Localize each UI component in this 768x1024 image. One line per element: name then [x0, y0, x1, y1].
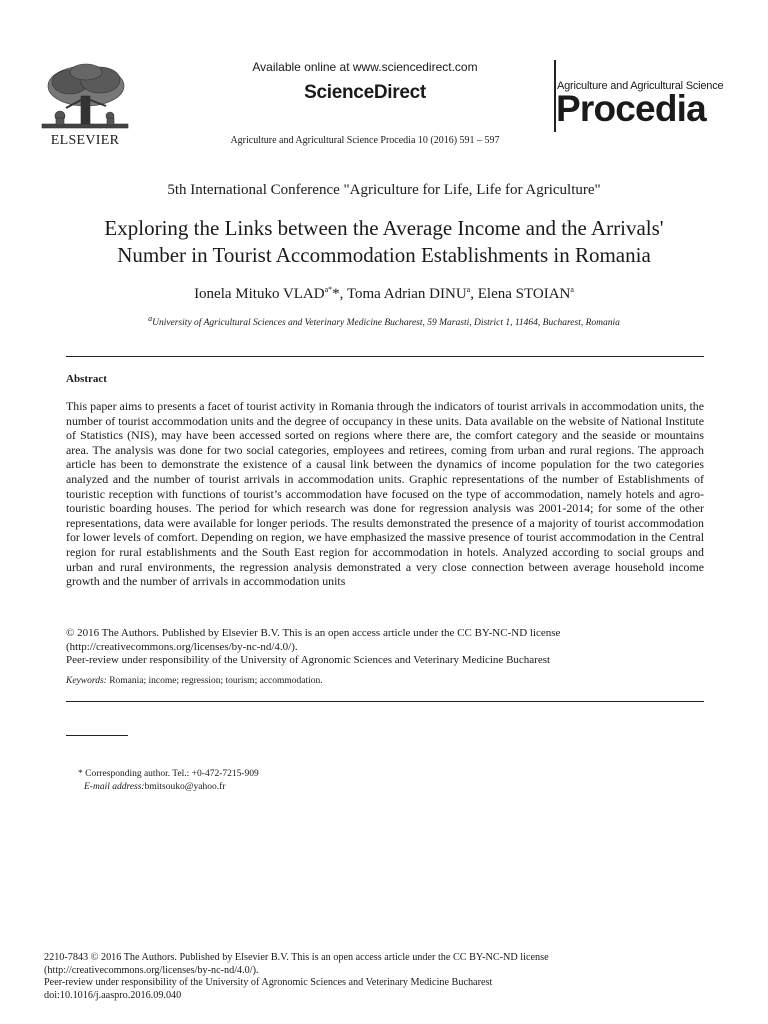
license-line-1: © 2016 The Authors. Published by Elsevier B.V. This is an open access article under the CC BY-NC-ND license	[66, 627, 561, 639]
license-statement	[66, 627, 704, 668]
page-footer	[44, 952, 724, 1002]
keywords-label: Keywords:	[66, 676, 107, 686]
paper-title-line-2: Number in Tourist Accommodation Establishments in Romania	[117, 243, 651, 267]
corresponding-author-email-line	[78, 781, 578, 794]
corresponding-mark: *,	[332, 286, 344, 302]
peer-review-line: Peer-review under responsibility of the University of Agronomic Sciences and Veterinary Medicine Bucharest	[66, 654, 551, 666]
author-2-affiliation-mark: a	[466, 285, 471, 294]
email-label: E-mail address:	[84, 782, 145, 792]
author-1-affiliation-mark: a*	[324, 285, 333, 294]
author-separator: ,	[470, 286, 474, 302]
author-3-affiliation-mark: a	[570, 285, 574, 294]
author-1: Ionela Mituko VLAD	[194, 286, 325, 302]
bottom-divider	[66, 701, 704, 702]
footer-license-link[interactable]: (http://creativecommons.org/licenses/by-nc-nd/4.0/).	[44, 964, 259, 976]
abstract-heading: Abstract	[66, 373, 107, 385]
keywords	[66, 676, 704, 686]
author-3: Elena STOIAN	[473, 286, 571, 302]
procedia-logo-text: Procedia	[556, 88, 706, 129]
email-address[interactable]: bmitsouko@yahoo.fr	[144, 782, 226, 792]
conference-name: 5th International Conference "Agriculture for Life, Life for Agriculture"	[167, 182, 601, 198]
license-link[interactable]: (http://creativecommons.org/licenses/by-nc-nd/4.0/).	[66, 640, 298, 653]
affiliation	[40, 313, 728, 328]
elsevier-wordmark: ELSEVIER	[50, 133, 120, 148]
available-online-text: Available online at www.sciencedirect.com	[252, 60, 478, 74]
affiliation-text: University of Agricultural Sciences and Veterinary Medicine Bucharest, 59 Marasti, District 1, 11464, Bucharest, Romania	[152, 318, 620, 328]
journal-reference: Agriculture and Agricultural Science Procedia 10 (2016) 591 – 597	[230, 135, 500, 146]
footer-doi[interactable]: doi:10.1016/j.aaspro.2016.09.040	[44, 989, 182, 1001]
procedia-journal-line: Agriculture and Agricultural Science	[557, 80, 724, 92]
corresponding-author-phone: * Corresponding author. Tel.: +0-472-7215-909	[78, 769, 259, 779]
paper-title-line-1: Exploring the Links between the Average Income and the Arrivals'	[104, 216, 664, 240]
footer-peer-review: Peer-review under responsibility of the University of Agronomic Sciences and Veterinary Medicine Bucharest	[44, 977, 493, 989]
corresponding-author-note	[78, 768, 578, 794]
sciencedirect-brand: ScienceDirect	[304, 82, 426, 103]
author-list	[40, 286, 728, 303]
abstract-body: This paper aims to presents a facet of tourist activity in Romania through the indicators of tourist arrivals in accommodation units, the number of tourist accommodation units and the degree of occupancy in these units. Data available on the website of National Institute of Statistics (NIS), may have been accessed sorted on regions where there are, the comfort category and the seaside or mountains area. The analysis was done for two social categories, employees and retirees, coming from urban and rural regions. The approach article has been to demonstrate the existence of a causal link between the dynamics of income population for the two categories analyzed and the number of tourist arrivals in accommodation units. Graphic representations of the number of Establishments of touristic reception with functions of tourist’s accommodation have focused on the type of accommodation, namely hotels and agro-touristic boarding houses. The period for which research was done for regression analysis was 2001-2014; for some of the other representations, data were available for longer periods. The results demonstrated the presence of a majority of tourist accommodation for lower levels of comfort. Depending on region, we have emphasized the massive presence of tourist accommodation in the Central region for rural establishments and the South East region for accommodation in hotels. Analyzed according to social groups and urban and rural environments, the regression analysis demonstrated a very close connection between average household income growth and the number of arrivals in accommodation units	[66, 399, 704, 589]
keywords-text: Romania; income; regression; tourism; accommodation.	[106, 676, 323, 686]
affiliation-mark: a	[148, 313, 153, 323]
author-2: Toma Adrian DINU	[343, 286, 467, 302]
paper-title	[40, 215, 728, 269]
top-divider	[66, 356, 704, 357]
footnote-rule	[66, 735, 128, 736]
footer-issn-license: 2210-7843 © 2016 The Authors. Published by Elsevier B.V. This is an open access article under the CC BY-NC-ND license	[44, 952, 549, 963]
